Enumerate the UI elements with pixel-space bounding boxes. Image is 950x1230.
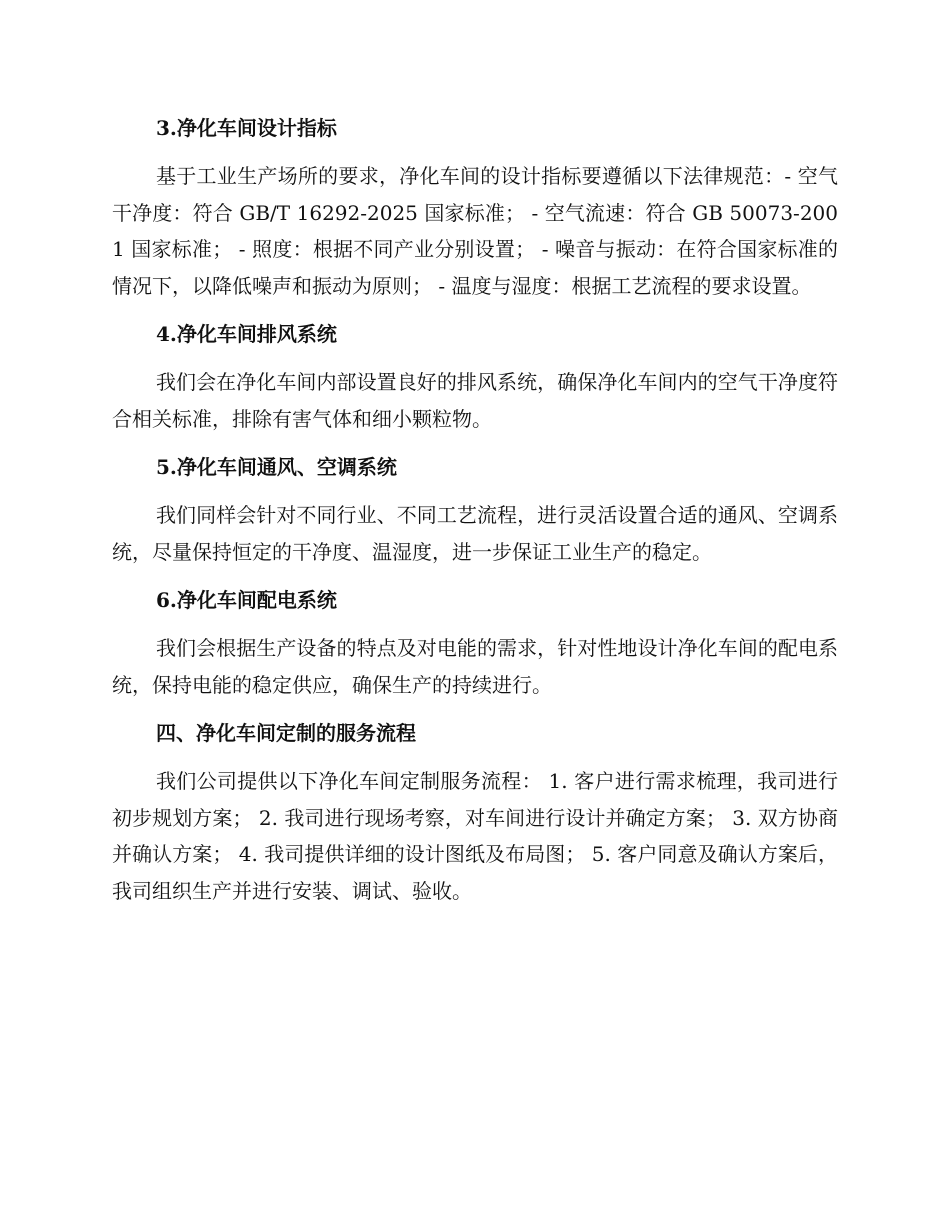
section-heading: 四、净化车间定制的服务流程 [156,721,416,745]
section-paragraph: 我们会在净化车间内部设置良好的排风系统，确保净化车间内的空气干净度符合相关标准，排除有害气体和细小颗粒物。 [112,370,838,431]
section-heading: 6.净化车间配电系统 [156,588,337,612]
section-power-system [112,584,838,703]
section-paragraph: 我们公司提供以下净化车间定制服务流程： 1. 客户进行需求梳理，我司进行初步规划方案； 2. 我司进行现场考察，对车间进行设计并确定方案； 3. 双方协商并确认方案； 4. 我司提供详细的设计图纸及布局图； 5. 客户同意及确认方案后，我司组织生产并进行安装、调试、验收。 [112,769,838,903]
section-heading: 3.净化车间设计指标 [156,116,337,140]
section-exhaust-system [112,318,838,437]
section-paragraph: 我们同样会针对不同行业、不同工艺流程，进行灵活设置合适的通风、空调系统，尽量保持恒定的干净度、温湿度，进一步保证工业生产的稳定。 [112,503,838,564]
section-paragraph: 基于工业生产场所的要求，净化车间的设计指标要遵循以下法律规范：- 空气干净度：符合 GB/T 16292-2025 国家标准； - 空气流速：符合 GB 50073-2001 国家标准； - 照度：根据不同产业分别设置； - 噪音与振动：在符合国家标准的情况下，以降低噪声和振动为原则； - 温度与湿度：根据工艺流程的要求设置。 [112,164,838,298]
section-heading: 4.净化车间排风系统 [156,322,337,346]
section-design-indicators [112,112,838,304]
document-body [112,112,838,923]
section-heading: 5.净化车间通风、空调系统 [156,455,397,479]
section-ventilation-system [112,451,838,570]
section-paragraph: 我们会根据生产设备的特点及对电能的需求，针对性地设计净化车间的配电系统，保持电能的稳定供应，确保生产的持续进行。 [112,636,838,697]
section-service-process [112,717,838,909]
